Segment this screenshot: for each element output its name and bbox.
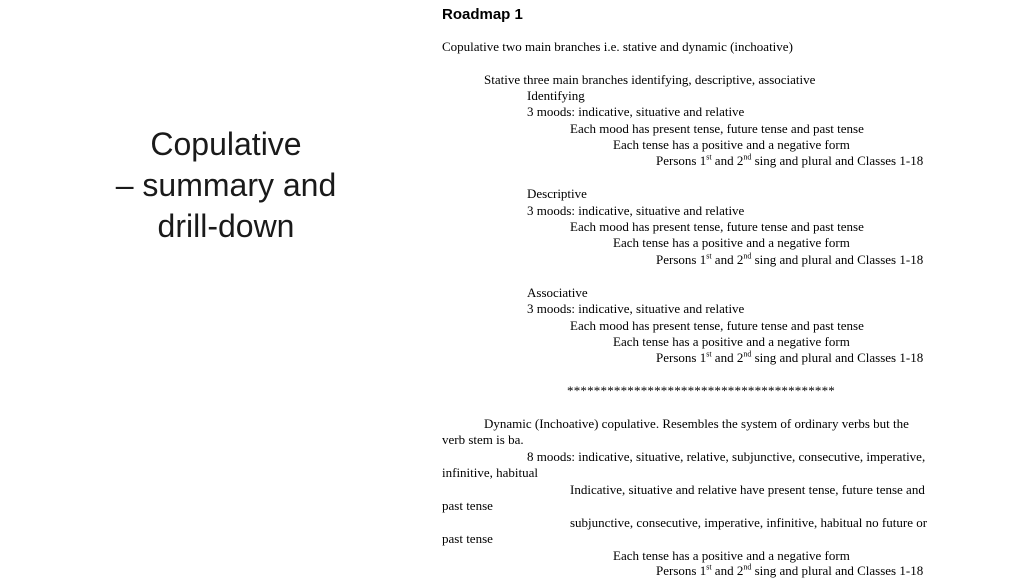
slide-title-line-3: drill-down [157,208,295,244]
persons-middle: and 2 [711,563,744,578]
persons-sup-2: nd [743,251,752,261]
moods-line: 3 moods: indicative, situative and relative [527,104,745,119]
persons-middle: and 2 [711,252,744,267]
dynamic-forms-line: Each tense has a positive and a negative form [613,548,850,563]
forms-line: Each tense has a positive and a negative form [613,235,850,250]
intro-line: Copulative two main branches i.e. stative and dynamic (inchoative) [442,39,793,54]
forms-line: Each tense has a positive and a negative form [613,137,850,152]
persons-sup-2: nd [743,349,752,359]
dynamic-tenses-a-line-2: past tense [442,498,493,513]
persons-suffix: sing and plural and Classes 1-18 [751,563,924,578]
dynamic-line-2: verb stem is ba. [442,432,524,447]
dynamic-moods-line-2: infinitive, habitual [442,465,539,480]
dynamic-tenses-b-line-2: past tense [442,531,493,546]
persons-sup-1: st [706,152,712,162]
persons-line [656,350,923,366]
persons-sup-1: st [706,251,712,261]
persons-middle: and 2 [711,350,744,365]
section-name: Identifying [527,88,585,103]
forms-line: Each tense has a positive and a negative form [613,334,850,349]
persons-prefix: Persons 1 [656,563,707,578]
persons-line [656,563,923,579]
persons-prefix: Persons 1 [656,153,707,168]
tenses-line: Each mood has present tense, future tense and past tense [570,121,864,136]
section-name: Descriptive [527,186,587,201]
dynamic-tenses-b-line-1: subjunctive, consecutive, imperative, infinitive, habitual no future or [570,515,928,530]
moods-line: 3 moods: indicative, situative and relative [527,301,745,316]
dynamic-moods-line-1: 8 moods: indicative, situative, relative, subjunctive, consecutive, imperative, [527,449,926,464]
document-heading: Roadmap 1 [442,6,523,23]
persons-prefix: Persons 1 [656,252,707,267]
section-name: Associative [527,285,588,300]
slide-title-line-1: Copulative [150,126,302,162]
tenses-line: Each mood has present tense, future tense and past tense [570,318,864,333]
persons-prefix: Persons 1 [656,350,707,365]
tenses-line: Each mood has present tense, future tense and past tense [570,219,864,234]
persons-sup-2: nd [743,562,752,572]
persons-sup-2: nd [743,152,752,162]
persons-suffix: sing and plural and Classes 1-18 [751,350,924,365]
persons-suffix: sing and plural and Classes 1-18 [751,153,924,168]
persons-line [656,252,923,268]
dynamic-tenses-a-line-1: Indicative, situative and relative have present tense, future tense and [570,482,925,497]
persons-sup-1: st [706,562,712,572]
persons-suffix: sing and plural and Classes 1-18 [751,252,924,267]
persons-sup-1: st [706,349,712,359]
slide-title-line-2: – summary and [115,167,337,203]
dynamic-line-1: Dynamic (Inchoative) copulative. Resembles the system of ordinary verbs but the [484,416,909,431]
persons-line [656,153,923,169]
stative-line: Stative three main branches identifying, descriptive, associative [484,72,816,87]
persons-middle: and 2 [711,153,744,168]
separator: **************************************** [567,383,835,398]
moods-line: 3 moods: indicative, situative and relative [527,203,745,218]
